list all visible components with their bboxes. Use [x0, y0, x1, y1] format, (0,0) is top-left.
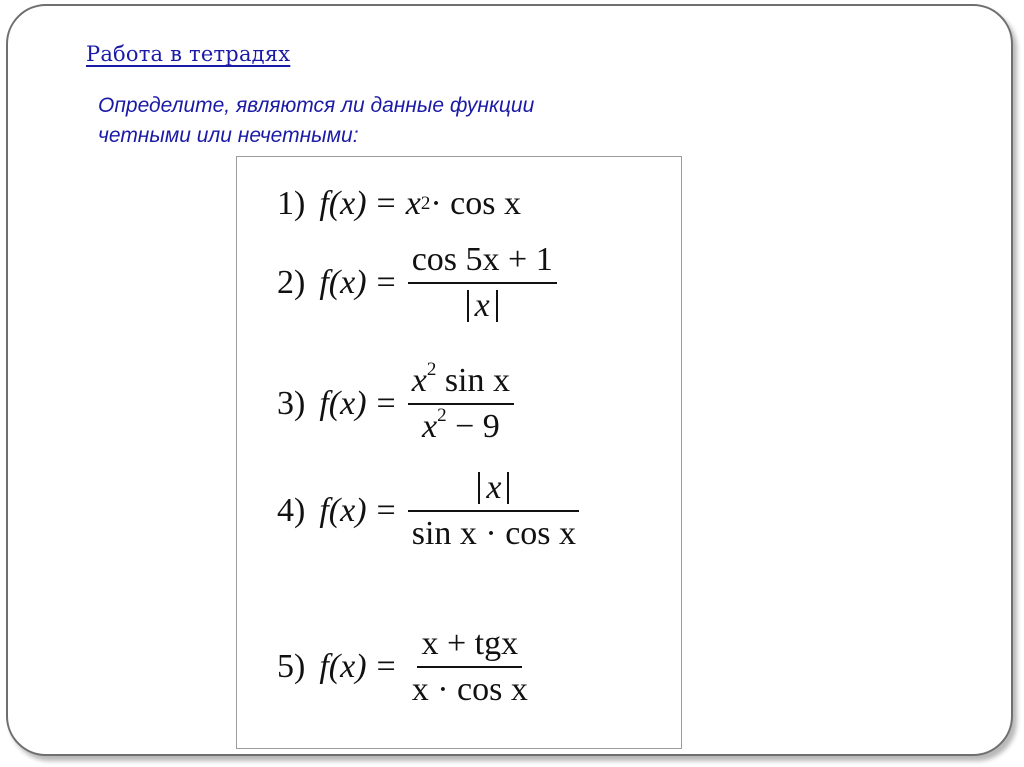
function-name: f: [319, 264, 329, 301]
fraction-denominator: [463, 284, 502, 325]
formula-2: [277, 241, 557, 325]
function-name: f: [319, 385, 329, 422]
function-argument: (x): [328, 385, 367, 422]
function-name: f: [319, 492, 329, 529]
fraction: [408, 359, 514, 446]
formula-3: [277, 359, 514, 446]
formula-number: 4): [277, 492, 306, 529]
term-base: x: [405, 185, 421, 222]
function-argument: (x): [328, 492, 367, 529]
equals-sign: =: [376, 385, 396, 422]
fraction-denominator: sin x · cos x: [411, 515, 577, 552]
equals-sign: =: [376, 185, 396, 222]
numerator-rest: sin x: [436, 362, 510, 399]
task-line-1: Определите, являются ли данные функции: [98, 94, 535, 117]
function-name: f: [319, 648, 329, 685]
task-line-2: четными или нечетными:: [98, 124, 359, 147]
numerator-exponent: 2: [426, 359, 437, 380]
absolute-value: x: [467, 290, 498, 322]
fraction: [408, 625, 532, 709]
formula-number: 1): [277, 185, 306, 222]
fraction: [408, 469, 580, 553]
fraction-numerator: [408, 469, 579, 512]
slide-heading: Работа в тетрадях: [86, 42, 291, 66]
absolute-value: x: [478, 472, 509, 504]
equals-sign: =: [376, 648, 396, 685]
task-text: [98, 91, 738, 151]
numerator-base: x: [411, 362, 427, 399]
fraction-numerator: x + tgx: [417, 625, 522, 668]
formula-number: 3): [277, 385, 306, 422]
formula-1: 1) f (x) = x 2 · cos x: [277, 185, 521, 222]
formula-5: [277, 625, 532, 709]
function-argument: (x): [328, 264, 367, 301]
fraction-denominator: x · cos x: [411, 671, 528, 708]
formula-number: 2): [277, 264, 306, 301]
denominator-base: x: [421, 408, 438, 445]
fraction: [408, 241, 557, 325]
fraction-numerator: [408, 359, 514, 405]
equals-sign: =: [376, 492, 396, 529]
denominator-rest: − 9: [446, 408, 500, 445]
fraction-numerator: cos 5x + 1: [408, 241, 557, 284]
formula-image: [236, 156, 682, 749]
term-rest: · cos x: [430, 185, 521, 222]
equals-sign: =: [376, 264, 396, 301]
function-argument: (x): [328, 185, 367, 222]
function-argument: (x): [328, 648, 367, 685]
denominator-exponent: 2: [437, 405, 447, 426]
formula-number: 5): [277, 648, 306, 685]
formula-4: [277, 469, 580, 553]
function-name: f: [319, 185, 329, 222]
fraction-denominator: [418, 405, 504, 446]
